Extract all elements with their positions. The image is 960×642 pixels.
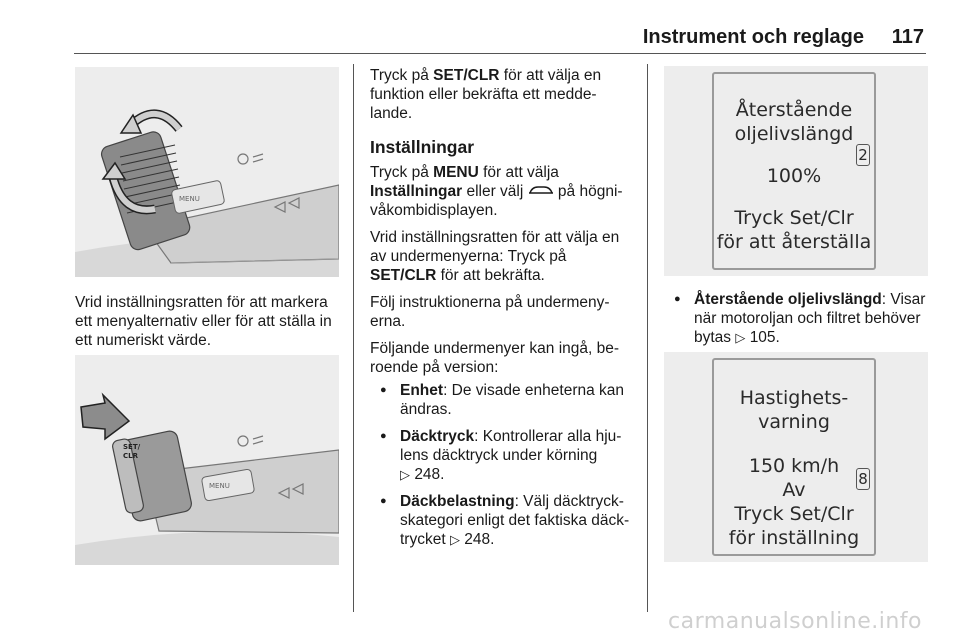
watermark: carmanualsonline.info bbox=[668, 609, 922, 634]
p1-text-start: Tryck på bbox=[370, 164, 434, 181]
p2-text-start: Vrid inställningsratten för att välja en av undermenyerna: Tryck på bbox=[370, 229, 620, 266]
list-item bbox=[370, 427, 636, 484]
display-screen-speed-warning bbox=[712, 358, 876, 556]
oil-life-item bbox=[664, 290, 934, 355]
cross-reference-arrow-icon: ▷ bbox=[449, 532, 460, 548]
bullet-text-oil-life: : Visar när motoroljan och filtret behöver bytas bbox=[694, 291, 926, 346]
display1-badge: 2 bbox=[856, 144, 870, 166]
submenu-list bbox=[370, 381, 636, 549]
paragraph-instructions: Följ instruktionerna på undermeny-erna. bbox=[370, 294, 610, 331]
p1-key-menu: MENU bbox=[433, 164, 479, 181]
page-reference-link[interactable]: 248. bbox=[464, 531, 495, 549]
p1-text-end: på högni-våkombidisplayen. bbox=[370, 183, 623, 220]
intro-key-set-clr: SET/CLR bbox=[433, 67, 500, 84]
lever-press-drawing bbox=[75, 355, 339, 565]
bullet-term-tire-load: Däckbelastning bbox=[400, 493, 515, 511]
column-divider-right bbox=[647, 64, 648, 612]
page-number: 117 bbox=[891, 26, 924, 48]
bullet-text-tire-pressure: : Kontrollerar alla hju-lens däcktryck under körning bbox=[400, 428, 622, 465]
oil-life-list bbox=[664, 290, 934, 347]
display2-line2: varning bbox=[758, 411, 830, 433]
paragraph-versions: Följande undermenyer kan ingå, be-roende på version: bbox=[370, 340, 620, 377]
lever1-menu-text: MENU bbox=[179, 195, 200, 203]
settings-body bbox=[370, 163, 636, 557]
display-panel-speed-warning bbox=[664, 352, 928, 562]
paragraph-submenus bbox=[370, 228, 636, 285]
paragraph-menu bbox=[370, 163, 636, 220]
bullet-term-unit: Enhet bbox=[400, 382, 444, 400]
intro-text-end: för att välja en funktion eller bekräfta ett medde-lande. bbox=[370, 67, 602, 122]
p1-text-mid2: eller välj bbox=[462, 183, 528, 200]
cross-reference-arrow-icon: ▷ bbox=[400, 467, 410, 483]
lever-rotate-drawing bbox=[75, 67, 339, 277]
display1-action1: Tryck Set/Clr bbox=[734, 207, 854, 229]
lever2-clr-text: CLR bbox=[123, 452, 138, 460]
page-reference-link[interactable]: 105. bbox=[749, 329, 780, 346]
display-screen-oil-life bbox=[712, 72, 876, 270]
left-caption: Vrid inställningsratten för att markera ett menyalternativ eller för att ställa in ett numeriskt värde. bbox=[75, 294, 332, 349]
p1-term-settings: Inställningar bbox=[370, 183, 463, 200]
bullet-term-tire-pressure: Däcktryck bbox=[400, 428, 475, 446]
display1-value: 100% bbox=[766, 165, 822, 187]
display1-action2: för att återställa bbox=[716, 231, 872, 253]
bullet-text-tire-load: : Välj däcktryck-skategori enligt det faktiska däck-trycket bbox=[400, 493, 630, 549]
column-divider-left bbox=[353, 64, 354, 612]
display2-action2: för inställning bbox=[728, 527, 860, 549]
display2-value: 150 km/h bbox=[748, 455, 840, 477]
page-title: Instrument och reglage bbox=[642, 26, 864, 48]
lever-illustration-press bbox=[75, 355, 339, 565]
lever2-menu-text: MENU bbox=[209, 482, 230, 490]
p2-text-end: för att bekräfta. bbox=[436, 267, 545, 285]
display2-action1: Tryck Set/Clr bbox=[734, 503, 854, 525]
bullet-term-oil-life: Återstående oljelivslängd bbox=[694, 291, 882, 308]
list-item bbox=[370, 381, 636, 419]
p2-key-set-clr: SET/CLR bbox=[370, 267, 437, 285]
list-item bbox=[370, 492, 636, 549]
display2-state: Av bbox=[782, 479, 806, 501]
display2-line1: Hastighets- bbox=[739, 387, 849, 409]
display2-badge: 8 bbox=[856, 468, 870, 490]
intro-paragraph bbox=[370, 66, 636, 123]
intro-text-start: Tryck på bbox=[370, 67, 434, 84]
header-divider bbox=[74, 53, 926, 54]
display-panel-oil-life bbox=[664, 66, 928, 276]
list-item bbox=[664, 290, 934, 347]
vehicle-icon bbox=[528, 182, 554, 201]
p1-text-mid: för att välja bbox=[478, 164, 559, 181]
page-reference-link[interactable]: 248. bbox=[414, 466, 445, 484]
display1-line1: Återstående bbox=[735, 99, 853, 121]
lever2-set-text: SET/ bbox=[123, 443, 141, 451]
section-heading: Inställningar bbox=[370, 137, 475, 157]
display1-line2: oljelivslängd bbox=[734, 123, 854, 145]
bullet-text-unit: : De visade enheterna kan ändras. bbox=[400, 382, 625, 419]
lever-illustration-rotate bbox=[75, 67, 339, 277]
cross-reference-arrow-icon: ▷ bbox=[735, 330, 746, 345]
